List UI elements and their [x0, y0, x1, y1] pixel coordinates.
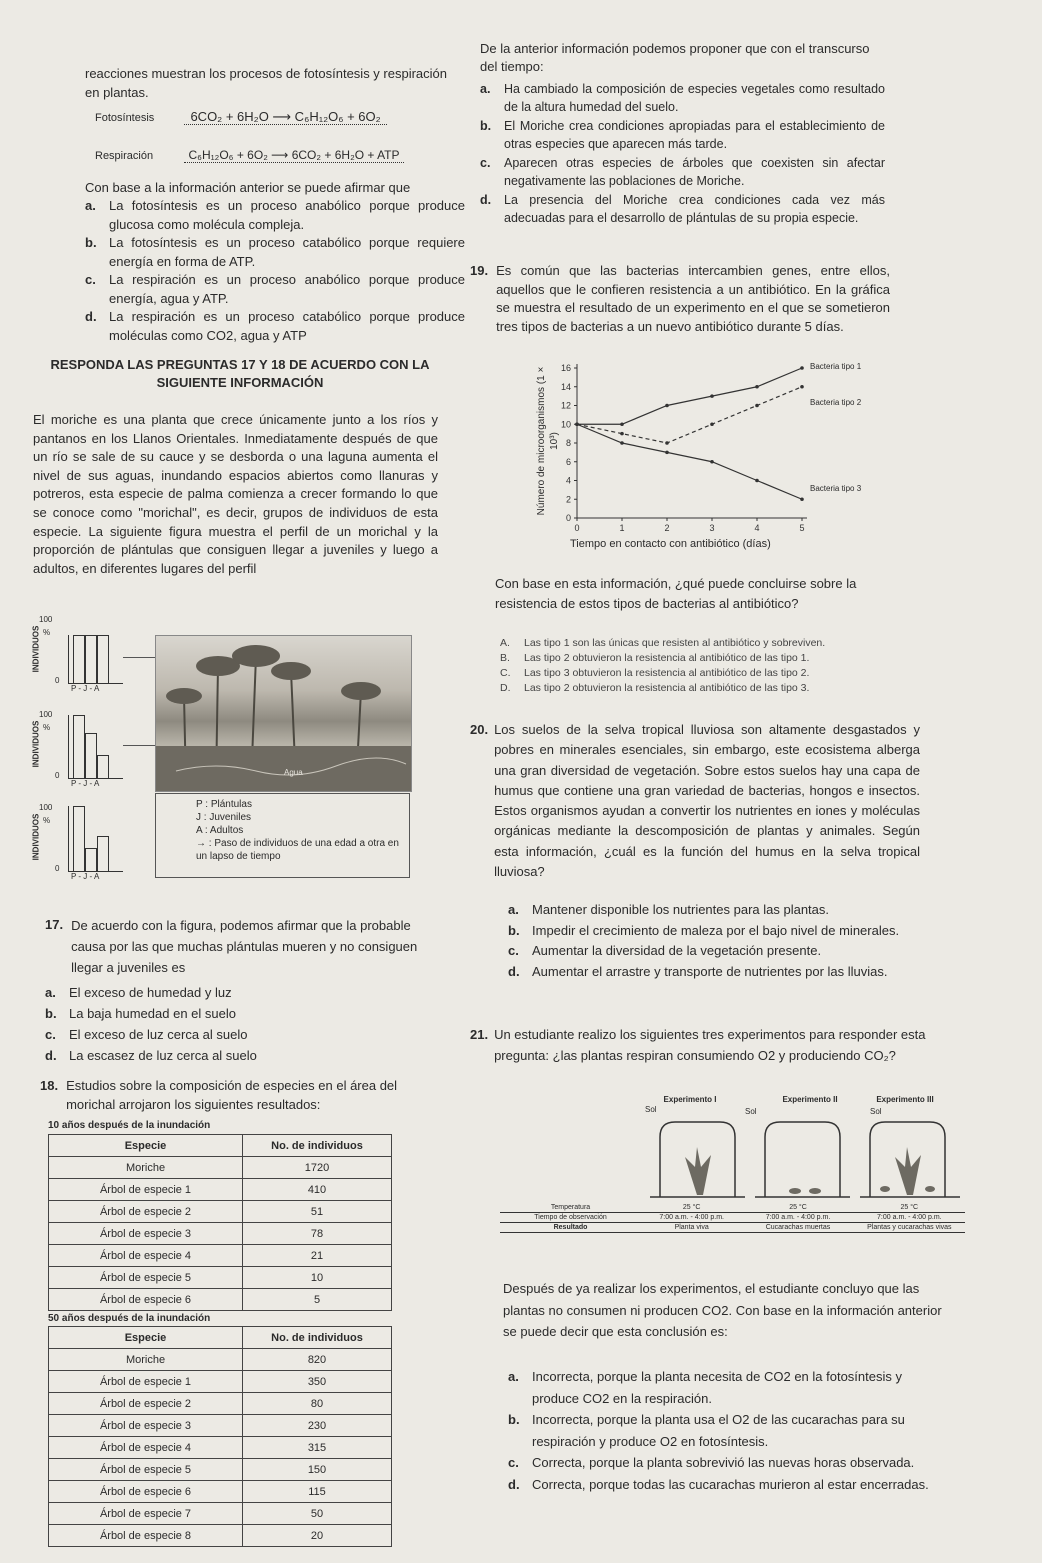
q21-conclusion: Después de ya realizar los experimentos, el estudiante concluyo que las plantas no consumen ni producen CO2. Con base en la información anterior se puede decir que esta conclusión es: — [503, 1281, 942, 1339]
q16-options: a. La fotosíntesis es un proceso anabólico porque produce glucosa como molécula compleja. b. La fotosíntesis es un proceso catabólico porque requiere energía en forma de ATP. c. La respiración es un proceso anabólico porque produce energía, agua y ATP. d. La respiración es un proceso catabólico porque produce moléculas como CO2, agua y ATP — [85, 198, 465, 343]
table-row: Árbol de especie 7 50 — [49, 1503, 392, 1525]
table-row: Moriche 1720 — [49, 1157, 392, 1179]
x-tick-label: 1 — [619, 523, 625, 533]
table-row: Árbol de especie 6 5 — [49, 1289, 392, 1311]
x-tick-label: 5 — [799, 523, 805, 533]
table-row: Árbol de especie 3 230 — [49, 1415, 392, 1437]
table-row: Árbol de especie 5 150 — [49, 1459, 392, 1481]
exp-title-1: Experimento I — [663, 1095, 717, 1104]
q17-option-d[interactable]: La escasez de luz cerca al suelo — [69, 1048, 257, 1063]
q19-option-d[interactable]: Las tipo 2 obtuvieron la resistencia al antibiótico de las tipo 3. — [524, 682, 810, 694]
q21-stem: Un estudiante realizo los siguientes tres experimentos para responder esta pregunta: ¿las plantas respiran consumiendo O2 y produciendo CO₂? — [494, 1027, 926, 1063]
q18-cont-stem: De la anterior información podemos proponer que con el transcurso del tiempo: — [480, 41, 870, 74]
legend-j: J : Juveniles — [196, 812, 252, 823]
exp-title-2: Experimento II — [782, 1095, 838, 1104]
axis-label: INDIVIDUOS — [31, 625, 41, 673]
q16-option-a[interactable]: La fotosíntesis es un proceso anabólico porque produce glucosa como molécula compleja. — [109, 198, 465, 232]
profile-bars-2: 100 % 0 INDIVIDUOS P - J - A — [25, 705, 125, 790]
q18-options: a. Ha cambiado la composición de especies vegetales como resultado de la altura humedad del suelo. b. El Moriche crea condiciones apropiadas para el establecimiento de otras especies que aparecen más tarde. c. Aparecen otras especies de árboles que coexisten sin afectar negativamente las poblaciones de Moriche. d. La presencia del Moriche crea condiciones cada vez más adecuadas para el desarrollo de plántulas de su propia especie. — [480, 80, 885, 246]
bar-p — [73, 806, 85, 872]
bar-a — [97, 755, 109, 779]
x-tick-label: 2 — [664, 523, 670, 533]
q21-options: a. Incorrecta, porque la planta necesita de CO2 en la fotosíntesis y produce CO2 en la respiración. b. Incorrecta, porque la planta usa el O2 de las cucarachas para su respiración y produce O2 en fotosíntesis. c. Correcta, porque la planta sobrevivió las nuevas horas observada. d. Correcta, porque todas las cucarachas murieron al estar encerradas. — [508, 1366, 948, 1495]
q19-options: A. Las tipo 1 son las únicas que resisten al antibiótico y sobreviven. B. Las tipo 2 obtuvieron la resistencia al antibiótico de las tipo 1. C. Las tipo 3 obtuvieron la resistencia al antibiótico de las tipo 2. D. Las tipo 2 obtuvieron la resistencia al antibiótico de las tipo 3. — [500, 637, 826, 694]
q16-option-b[interactable]: La fotosíntesis es un proceso catabólico porque requiere energía en forma de ATP. — [109, 235, 465, 269]
y-zero-label: 0 — [55, 676, 60, 685]
q16-option-c[interactable]: La respiración es un proceso anabólico porque produce energía, agua y ATP. — [109, 272, 465, 306]
q19-option-b[interactable]: Las tipo 2 obtuvieron la resistencia al antibiótico de las tipo 1. — [524, 652, 810, 664]
y-tick-label: 4 — [565, 475, 571, 486]
profile-bars-1 — [25, 610, 125, 695]
series-line-1 — [577, 368, 802, 424]
series-1-point — [665, 404, 669, 408]
q17-stem: De acuerdo con la figura, podemos afirmar que la probable causa por las que muchas plántulas mueren y no consiguen llegar a juveniles es — [71, 918, 418, 975]
chart-xlabel: Tiempo en contacto con antibiótico (días) — [570, 538, 771, 550]
q21-option-d[interactable]: Correcta, porque todas las cucarachas murieron al estar encerradas. — [532, 1476, 929, 1492]
bacteria-chart — [535, 358, 880, 558]
morichal-figure — [25, 610, 415, 890]
y-tick-label: 14 — [560, 381, 571, 392]
q20-options: a. Mantener disponible los nutrientes para las plantas. b. Impedir el crecimiento de maleza por el bajo nivel de minerales. c. Aumentar la diversidad de la vegetación presente. d. Aumentar el arrastre y transporte de nutrientes por las lluvias. — [508, 900, 928, 982]
table-10-years: Especie No. de individuos Moriche 1720 Árbol de especie 1 410 Árbol de especie 2 51 Árbol de especie 3 78 Árbol de especie 4 21 Árbol de especie 5 10 Árbol de especie 6 5 — [48, 1134, 392, 1311]
table-row: Moriche 820 — [49, 1349, 392, 1371]
y-tick-label: 6 — [565, 456, 571, 467]
eq-photo-label: Fotosíntesis — [95, 112, 155, 124]
figure-legend — [155, 793, 410, 878]
q18-option-b[interactable]: El Moriche crea condiciones apropiadas para el establecimiento de otras especies que aparecen más tarde. — [504, 119, 885, 151]
legend-p: P : Plántulas — [196, 799, 252, 810]
q17-number: 17. — [45, 917, 64, 932]
q18-option-a[interactable]: Ha cambiado la composición de especies vegetales como resultado de la altura humedad del suelo. — [504, 82, 885, 114]
table-row: Árbol de especie 1 410 — [49, 1179, 392, 1201]
y-tick-label: 10 — [560, 419, 571, 430]
bar-j — [85, 635, 97, 684]
series-3-point — [575, 422, 579, 426]
series-line-2 — [577, 387, 802, 443]
q19-stem: Es común que las bacterias intercambien genes, entre ellos, aquellos que le confieren resistencia a un antibiótico. En la gráfica se muestra el resultado de un experimento en el que se sometieron tres tipos de bacterias a un nuevo antibiótico durante 5 días. — [496, 263, 890, 334]
table-row: Árbol de especie 3 78 — [49, 1223, 392, 1245]
bar-a — [97, 836, 109, 872]
eq-resp-formula: C₆H₁₂O₆ + 6O₂ ⟶ 6CO₂ + 6H₂O + ATP — [184, 148, 403, 163]
q20-number: 20. — [470, 722, 489, 737]
q20-option-d[interactable]: Aumentar el arrastre y transporte de nutrientes por las lluvias. — [532, 963, 888, 979]
q18-stem: Estudios sobre la composición de especies en el área del morichal arrojaron los siguientes resultados: — [66, 1078, 398, 1112]
legend-bacteria-1: Bacteria tipo 1 — [810, 362, 862, 371]
sun-label-2: Sol — [745, 1107, 757, 1116]
intro-text: reacciones muestran los procesos de fotosíntesis y respiración en plantas. — [85, 66, 448, 100]
series-2-point — [665, 441, 669, 445]
profile-bars-3: 100 % 0 INDIVIDUOS P - J - A — [25, 798, 125, 883]
section-heading: RESPONDA LAS PREGUNTAS 17 Y 18 DE ACUERDO CON LA SIGUIENTE INFORMACIÓN — [50, 357, 430, 390]
q16-stem: Con base a la información anterior se puede afirmar que — [85, 180, 411, 195]
y-unit-label: % — [43, 628, 51, 637]
x-tick-label: 4 — [754, 523, 760, 533]
y-tick-label: 12 — [560, 400, 571, 411]
q21-number: 21. — [470, 1027, 489, 1042]
q17 — [45, 915, 440, 978]
series-3-point — [665, 451, 669, 455]
y-tick-label: 2 — [565, 494, 571, 505]
table-row: Árbol de especie 4 21 — [49, 1245, 392, 1267]
table1-title: 10 años después de la inundación — [48, 1120, 211, 1131]
x-tick-label: 0 — [574, 523, 580, 533]
q20-option-c[interactable]: Aumentar la diversidad de la vegetación presente. — [532, 943, 822, 958]
q18-option-d[interactable]: La presencia del Moriche crea condiciones cada vez más adecuadas para el desarrollo de plántulas de su propia especie. — [504, 193, 885, 225]
q19-option-a[interactable]: Las tipo 1 son las únicas que resisten al antibiótico y sobreviven. — [524, 637, 826, 649]
table-row: Árbol de especie 8 20 — [49, 1525, 392, 1547]
q21-option-b[interactable]: Incorrecta, porque la planta usa el O2 de las cucarachas para su respiración y produce O2 en fotosíntesis. — [532, 1412, 905, 1449]
legend-bacteria-3: Bacteria tipo 3 — [810, 484, 862, 493]
series-2-point — [710, 422, 714, 426]
experiments-figure — [500, 1095, 965, 1255]
q17-option-b[interactable]: La baja humedad en el suelo — [69, 1006, 236, 1021]
x-labels: P - J - A — [71, 684, 100, 693]
table-row: Árbol de especie 1 350 — [49, 1371, 392, 1393]
table-row: Árbol de especie 5 10 — [49, 1267, 392, 1289]
series-2-point — [800, 385, 804, 389]
equation-photosynthesis — [95, 108, 465, 126]
bar-j — [85, 848, 97, 872]
q20-stem: Los suelos de la selva tropical lluviosa son altamente desgastados y pobres en minerales esenciales, sin embargo, este ecosistema alberga una gran diversidad de vegetación. Sobre estos suelos hay una capa de humus que contiene una gran variedad de bacterias, hongos e insectos. Estos organismos ayudan a convertir los nutrientes en iones y moléculas orgánicas mediante la descomposición de plantas y animales. Según esta información, ¿cuál es la función del humus en la selva tropical lluviosa? — [494, 722, 920, 880]
sun-label-3: Sol — [870, 1107, 882, 1116]
table-row: Árbol de especie 4 315 — [49, 1437, 392, 1459]
bar-p — [73, 715, 85, 779]
series-1-point — [800, 366, 804, 370]
y-top-label: 100 — [39, 615, 53, 624]
q20-option-b[interactable]: Impedir el crecimiento de maleza por el bajo nivel de minerales. — [532, 922, 900, 938]
q18-number: 18. — [40, 1078, 59, 1093]
series-1-point — [620, 422, 624, 426]
q20 — [470, 720, 920, 882]
legend-bacteria-2: Bacteria tipo 2 — [810, 398, 862, 407]
series-1-point — [710, 394, 714, 398]
q19 — [470, 262, 890, 336]
bar-a — [97, 635, 109, 684]
y-tick-label: 16 — [560, 363, 571, 373]
water-label: Agua — [284, 768, 303, 777]
series-3-point — [755, 479, 759, 483]
sun-label-1: Sol — [645, 1105, 657, 1114]
q17-option-a[interactable]: El exceso de humedad y luz — [69, 985, 232, 1000]
bell-jars — [645, 1117, 965, 1199]
eq-resp-label: Respiración — [95, 150, 154, 162]
x-tick-label: 3 — [709, 523, 715, 533]
table-50-years: Especie No. de individuos Moriche 820 Árbol de especie 1 350 Árbol de especie 2 80 Árbol de especie 3 230 Árbol de especie 4 315 Árbol de especie 5 150 Árbol de especie 6 115 Árbol de especie 7 50 Árbol de especie 8 20 — [48, 1326, 392, 1547]
legend-arrow: → : Paso de individuos de una edad a otra en un lapso de tiempo — [196, 838, 399, 862]
q17-option-c[interactable]: El exceso de luz cerca al suelo — [69, 1027, 248, 1042]
q19-question: Con base en esta información, ¿qué puede concluirse sobre la resistencia de estos tipos de bacterias al antibiótico? — [495, 576, 857, 611]
y-tick-label: 0 — [565, 513, 571, 523]
q21-option-a[interactable]: Incorrecta, porque la planta necesita de CO2 en la fotosíntesis y produce CO2 en la respiración. — [532, 1369, 902, 1406]
q19-number: 19. — [470, 263, 489, 278]
bar-p — [73, 635, 85, 684]
table-row: Árbol de especie 6 115 — [49, 1481, 392, 1503]
q18 — [40, 1076, 445, 1114]
eq-photo-formula: 6CO₂ + 6H₂O ⟶ C₆H₁₂O₆ + 6O₂ — [184, 109, 386, 125]
q17-options: a. El exceso de humedad y luz b. La baja humedad en el suelo c. El exceso de luz cerca al suelo d. La escasez de luz cerca al suelo — [45, 982, 440, 1066]
q21-option-c[interactable]: Correcta, porque la planta sobrevivió las nuevas horas observada. — [532, 1455, 915, 1470]
equation-respiration — [95, 146, 465, 164]
series-2-point — [620, 432, 624, 436]
series-line-3 — [577, 424, 802, 499]
bar-j — [85, 733, 97, 779]
moriche-text: El moriche es una planta que crece únicamente junto a los ríos y pantanos en los Llanos Orientales. Inmediatamente después de que un río se sale de su cauce y se desborda o una laguna aumenta el nivel de sus aguas, inundando espacios abiertos como llanuras y potreros, esta especie de palma comienza a crecer formando lo que se conoce como "morichal", es decir, grupos de individuos de esta especie. La siguiente figura muestra el perfil de un morichal y la proporción de plántulas que consiguen llegar a juveniles y luego a adultos, en diferentes lugares del perfil — [33, 412, 438, 576]
table-row: Árbol de especie 2 80 — [49, 1393, 392, 1415]
q19-option-c[interactable]: Las tipo 3 obtuvieron la resistencia al antibiótico de las tipo 2. — [524, 667, 810, 679]
bacteria-chart-svg — [535, 358, 880, 558]
series-3-point — [710, 460, 714, 464]
series-3-point — [620, 441, 624, 445]
morichal-photo — [155, 635, 412, 792]
series-2-point — [755, 404, 759, 408]
table2-title: 50 años después de la inundación — [48, 1313, 211, 1324]
q18-option-c[interactable]: Aparecen otras especies de árboles que coexisten sin afectar negativamente las poblaciones de Moriche. — [504, 156, 885, 188]
exp-title-3: Experimento III — [876, 1095, 934, 1104]
q20-option-a[interactable]: Mantener disponible los nutrientes para las plantas. — [532, 902, 830, 917]
q21 — [470, 1024, 930, 1066]
legend-a: A : Adultos — [196, 825, 244, 836]
chart-ylabel: Número de microorganismos (1 × 10³) — [536, 366, 560, 516]
y-tick-label: 8 — [565, 438, 571, 448]
experiments-table: Temperatura 25 °C 25 °C 25 °C Tiempo de observación 7:00 a.m. - 4:00 p.m. 7:00 a.m. - 4:00 p.m. 7:00 a.m. - 4:00 p.m. Resultado Planta viva Cucarachas muertas Plantas y cucarachas vivas — [500, 1203, 965, 1233]
series-1-point — [755, 385, 759, 389]
series-3-point — [800, 497, 804, 501]
q16-option-d[interactable]: La respiración es un proceso catabólico porque produce moléculas como CO2, agua y ATP — [109, 309, 465, 343]
table-row: Árbol de especie 2 51 — [49, 1201, 392, 1223]
